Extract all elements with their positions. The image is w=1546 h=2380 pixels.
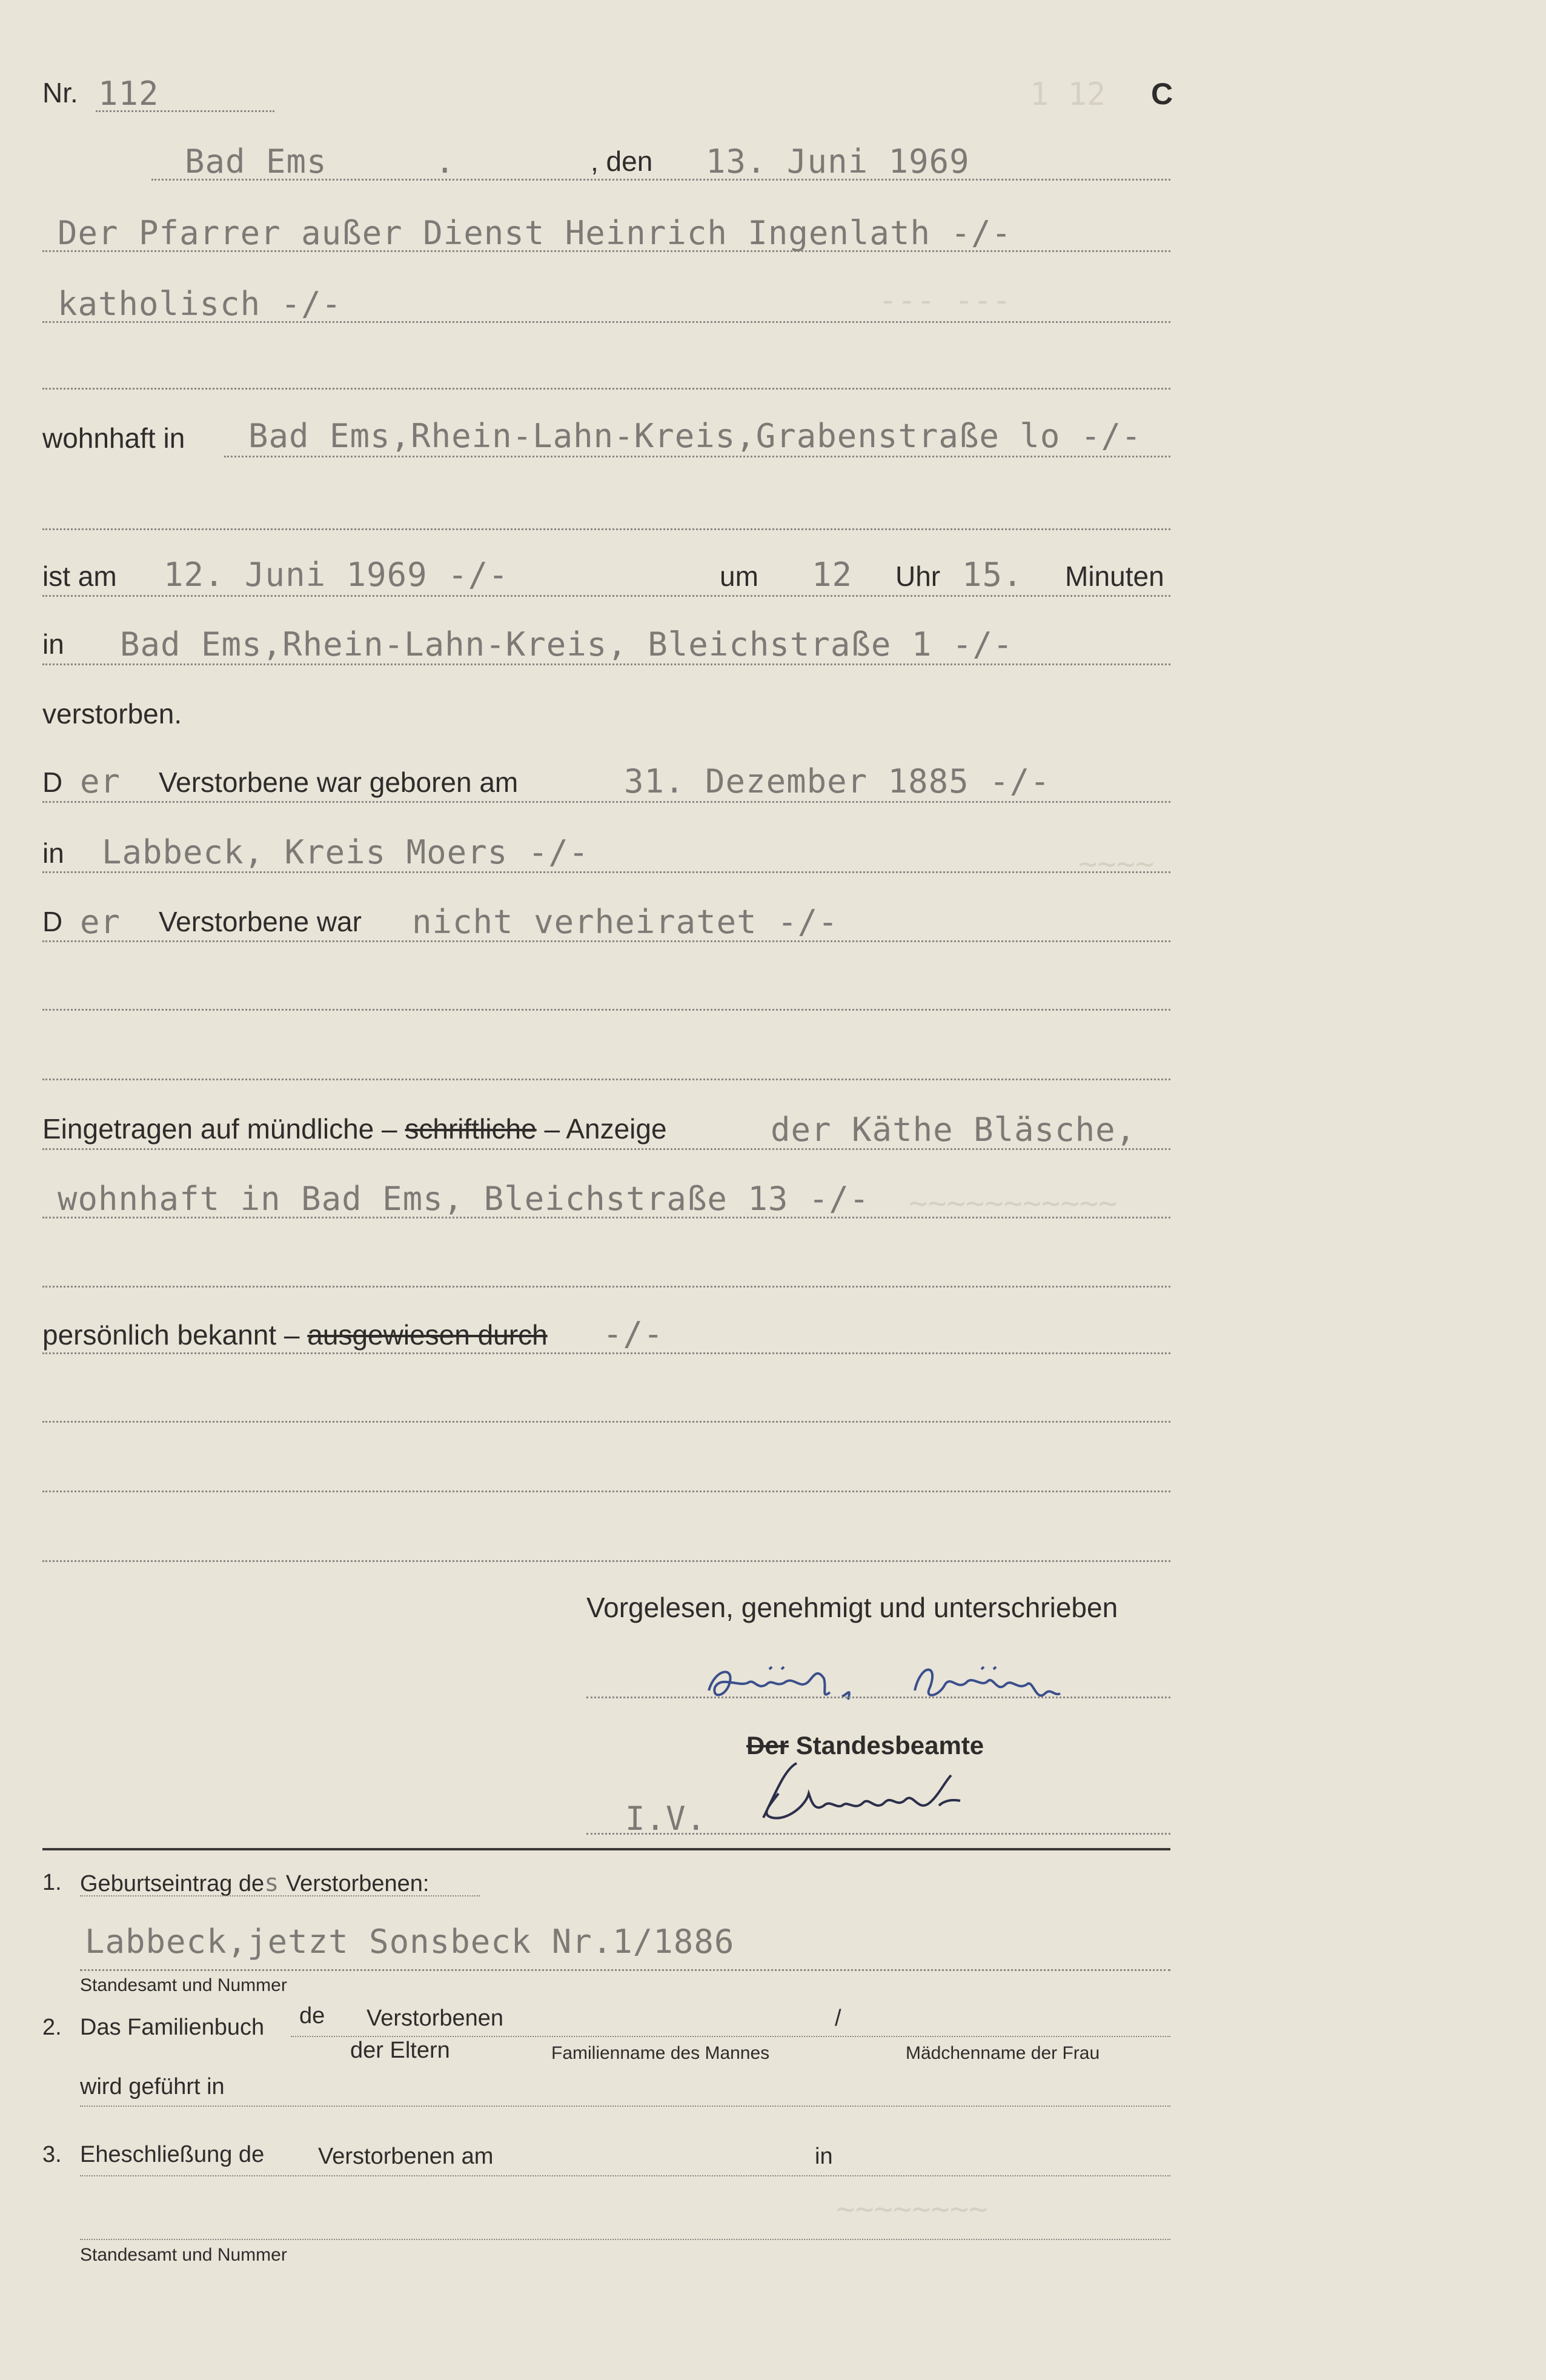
birth-entry-label <box>80 1871 429 1895</box>
death-minutes: 15. <box>962 556 1023 594</box>
uhr-label: Uhr <box>895 560 941 592</box>
blank-line <box>42 1560 1170 1562</box>
birth-place-label: in <box>42 837 64 869</box>
informant-signature-line <box>586 1697 1170 1698</box>
marital-label: Verstorbene war <box>159 906 362 937</box>
deceased-name: Der Pfarrer außer Dienst Heinrich Ingenlath -/- <box>58 214 1012 252</box>
iv-label: I.V. <box>625 1800 707 1838</box>
ehe-standesamt-line <box>80 2239 1170 2240</box>
bleed-through-text: ~~~~~~~~ <box>836 2191 988 2227</box>
birth-er-typed: er <box>80 762 121 800</box>
identification-line <box>42 1352 1170 1354</box>
blank-line <box>42 1491 1170 1492</box>
familienbuch-eltern: der Eltern <box>350 2038 450 2063</box>
note-2-number: 2. <box>42 2015 62 2040</box>
gefuehrt-line <box>80 2106 1170 2107</box>
birth-entry-value: Labbeck,jetzt Sonsbeck Nr.1/1886 <box>85 1923 735 1961</box>
blank-line <box>42 528 1170 530</box>
ehe-in: in <box>815 2144 833 2169</box>
religion-value: katholisch -/- <box>58 285 342 323</box>
bleed-through-text: ~~~~ <box>1078 846 1155 882</box>
minuten-label: Minuten <box>1065 560 1164 592</box>
nr-line <box>96 110 274 112</box>
familienbuch-line <box>291 2036 1170 2037</box>
official-signature <box>751 1757 1066 1830</box>
birth-date-line <box>42 801 1170 803</box>
death-place-label: in <box>42 628 64 660</box>
birth-entry-label-b: Verstorbenen: <box>285 1871 430 1896</box>
gefuehrt-label: wird geführt in <box>80 2074 225 2099</box>
bleed-through-text: ~~~~~~~~~~~ <box>909 1185 1118 1222</box>
ehe-label: Eheschließung de <box>80 2142 265 2167</box>
nr-value: 112 <box>98 75 159 113</box>
birth-entry-label-line <box>80 1895 480 1896</box>
identification-value: -/- <box>603 1315 664 1353</box>
place-date-line <box>151 179 1170 181</box>
birth-place-value: Labbeck, Kreis Moers -/- <box>102 833 589 871</box>
official-title-struck: Der <box>746 1731 789 1760</box>
marital-value: nicht verheiratet -/- <box>412 903 838 941</box>
birth-label: Verstorbene war geboren am <box>159 766 519 798</box>
ehe-line <box>80 2175 1170 2176</box>
identification-label-text: persönlich bekannt – <box>42 1319 300 1351</box>
familienbuch-slash: / <box>835 2006 841 2031</box>
official-title-text: Standesbeamte <box>795 1731 984 1760</box>
informant-line <box>42 1148 1170 1150</box>
registration-date: 13. Juni 1969 <box>706 142 970 181</box>
official-title <box>746 1733 984 1758</box>
death-date-value: 12. Juni 1969 -/- <box>164 556 509 594</box>
informant-signature <box>697 1645 1121 1718</box>
den-label: , den <box>591 145 653 177</box>
name-line <box>42 250 1170 252</box>
standesamt-label-2: Standesamt und Nummer <box>80 2245 287 2265</box>
informant-address-line <box>42 1217 1170 1218</box>
standesamt-label: Standesamt und Nummer <box>80 1975 287 1995</box>
bleed-through-text: --- --- <box>878 282 1012 319</box>
marital-d-label: D <box>42 906 63 937</box>
familienbuch-de: de <box>299 2003 325 2029</box>
birth-date-value: 31. Dezember 1885 -/- <box>624 762 1050 800</box>
registration-label-part1: Eingetragen auf mündliche – <box>42 1113 397 1145</box>
birth-entry-label-a: Geburtseintrag de <box>80 1871 265 1896</box>
blank-line <box>42 1286 1170 1288</box>
residence-value: Bad Ems,Rhein-Lahn-Kreis,Grabenstraße lo -/- <box>248 417 1142 455</box>
familienbuch-verstorbenen: Verstorbenen <box>367 2006 504 2031</box>
registration-label-struck: schriftliche <box>405 1113 537 1145</box>
blank-line <box>42 1079 1170 1080</box>
ehe-verstorbenen: Verstorbenen am <box>318 2144 494 2169</box>
birth-d-label: D <box>42 766 63 798</box>
place-dot: . <box>435 142 456 181</box>
familienname-mann-label: Familienname des Mannes <box>551 2043 770 2063</box>
note-1-number: 1. <box>42 1870 62 1895</box>
identification-label-struck: ausgewiesen durch <box>307 1319 548 1351</box>
residence-line <box>224 456 1170 457</box>
place-value: Bad Ems <box>185 142 327 181</box>
registration-label <box>42 1115 667 1143</box>
familienbuch-label: Das Familienbuch <box>80 2015 265 2040</box>
identification-label <box>42 1321 548 1349</box>
blank-line <box>42 388 1170 390</box>
blank-line <box>42 1009 1170 1011</box>
registration-label-part2: – Anzeige <box>544 1113 667 1145</box>
death-place-value: Bad Ems,Rhein-Lahn-Kreis, Bleichstraße 1 -/- <box>120 625 1014 663</box>
residence-label: wohnhaft in <box>42 422 185 454</box>
section-divider <box>42 1848 1170 1850</box>
signature-statement: Vorgelesen, genehmigt und unterschrieben <box>586 1592 1118 1623</box>
maedchenname-frau-label: Mädchenname der Frau <box>906 2043 1100 2063</box>
marital-er-typed: er <box>80 903 121 941</box>
blank-line <box>42 1421 1170 1423</box>
death-place-line <box>42 663 1170 665</box>
informant-address: wohnhaft in Bad Ems, Bleichstraße 13 -/- <box>58 1180 870 1218</box>
birth-place-line <box>42 871 1170 873</box>
death-date-label: ist am <box>42 560 117 592</box>
note-3-number: 3. <box>42 2142 62 2167</box>
official-signature-line <box>586 1833 1170 1835</box>
nr-label: Nr. <box>42 77 78 108</box>
religion-line <box>42 321 1170 323</box>
death-date-line <box>42 595 1170 597</box>
form-letter: C <box>1151 77 1173 111</box>
birth-entry-label-s: s <box>264 1869 280 1897</box>
bleed-through-text: 1 12 <box>1030 76 1106 113</box>
birth-entry-line <box>80 1969 1170 1971</box>
marital-line <box>42 940 1170 942</box>
death-hour: 12 <box>812 556 853 594</box>
verstorben-label: verstorben. <box>42 698 182 730</box>
um-label: um <box>720 560 758 592</box>
informant-value: der Käthe Bläsche, <box>771 1111 1136 1149</box>
